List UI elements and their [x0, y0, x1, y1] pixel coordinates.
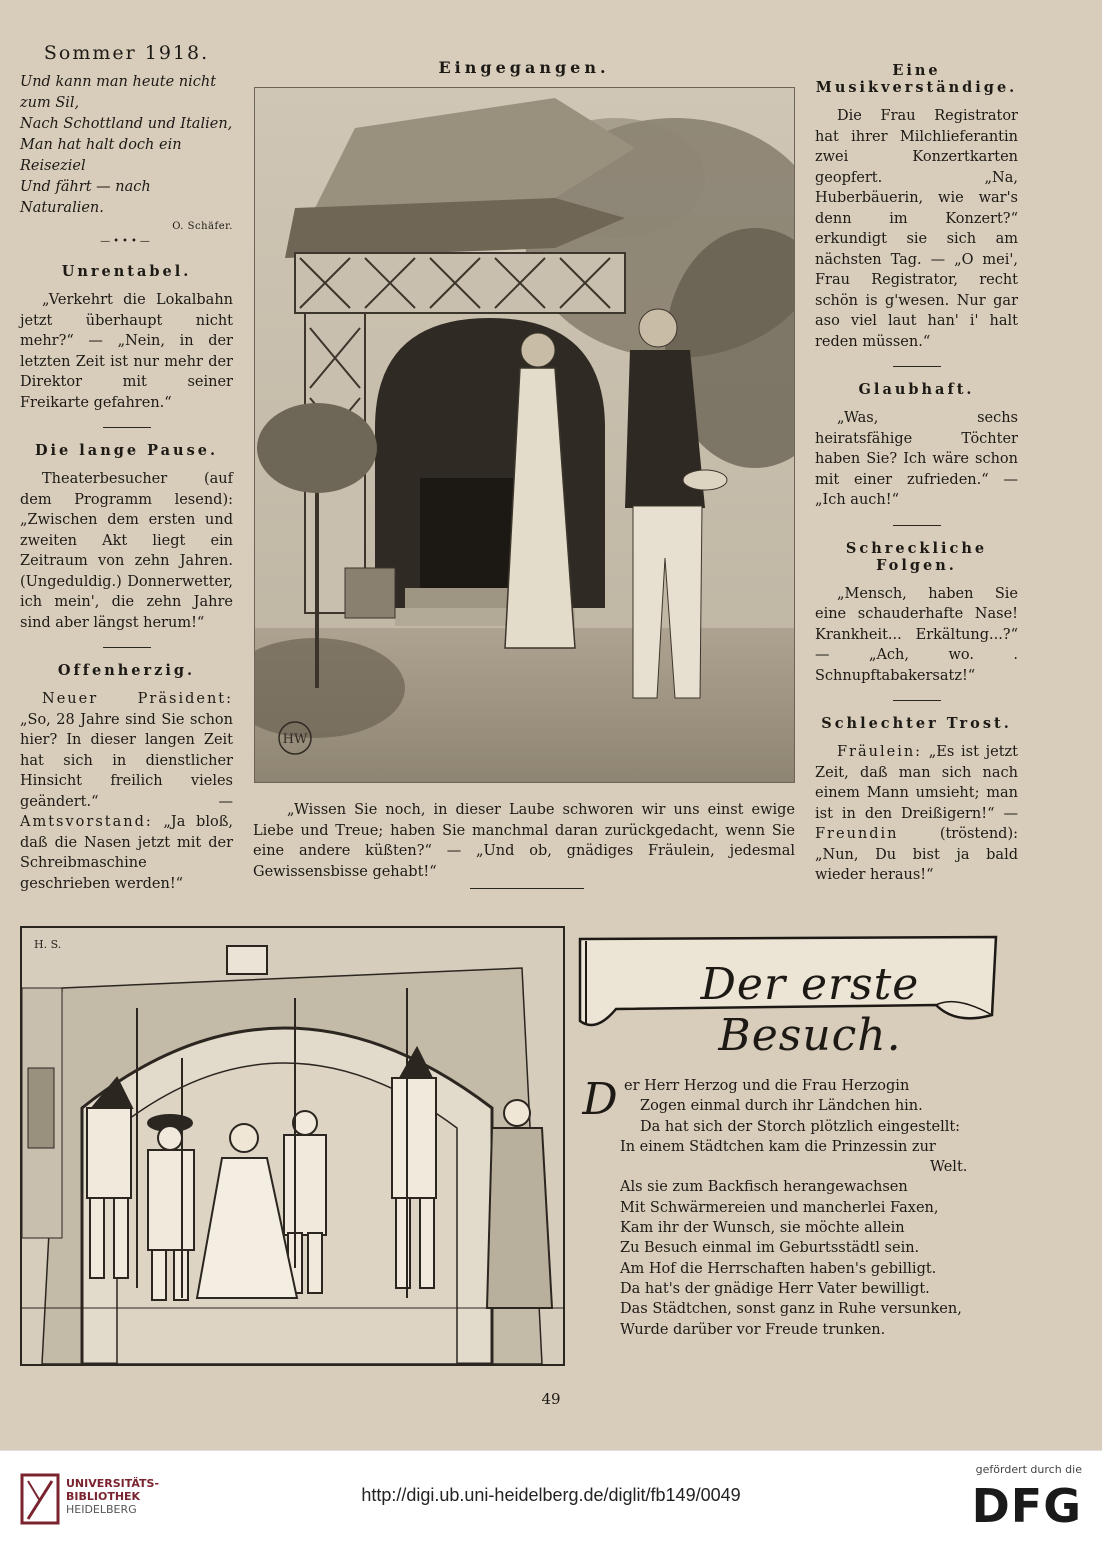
- divider: [103, 427, 151, 428]
- gate-illustration: [20, 926, 565, 1366]
- right-column: [815, 62, 1018, 886]
- speaker-label: Neuer Präsident:: [42, 691, 233, 707]
- divider: [103, 647, 151, 648]
- university-name-line: UNIVERSITÄTS-: [66, 1477, 160, 1490]
- section-text: [20, 689, 233, 894]
- poem-line: Da hat sich der Storch plötzlich eingestellt:: [640, 1118, 961, 1135]
- poem-line: Und kann man heute nicht zum Sil,: [20, 74, 217, 111]
- poem-line: Nach Schottland und Italien,: [20, 116, 233, 132]
- divider: [893, 525, 941, 526]
- illustration-caption: „Wissen Sie noch, in dieser Laube schworen wir uns einst ewige Liebe und Treue; haben Sie manchmal daran zurückgedacht, wenn Sie eine andere küßten?“ — „Und ob, gnädiges Fräulein, jedesmal Gewissensbisse gehabt!“: [253, 802, 795, 880]
- section-title: Schlechter Trost.: [821, 715, 1012, 732]
- funding-label: gefördert durch die: [975, 1463, 1082, 1476]
- speaker-label: Fräulein:: [837, 744, 923, 760]
- short-poem: [20, 72, 233, 219]
- section-title: Eingegangen.: [438, 58, 610, 77]
- arbor-illustration: [254, 87, 795, 783]
- poem-line: Da hat's der gnädige Herr Vater bewilligt.: [620, 1280, 930, 1297]
- poem-line: Das Städtchen, sonst ganz in Ruhe versunken,: [620, 1301, 962, 1318]
- speech-text: „Ja bloß, daß die Nasen jetzt mit der Schreibmaschine geschrieben werden!“: [20, 814, 233, 892]
- poem-line: Als sie zum Backfisch herangewachsen: [620, 1179, 908, 1196]
- speech-text: „So, 28 Jahre sind Sie schon hier? In dieser langen Zeit hat sich in dienstlicher Hinsicht freilich vieles geändert.“ —: [20, 711, 233, 810]
- poem-title: Sommer 1918.: [43, 42, 210, 64]
- footer-bar: [0, 1450, 1102, 1542]
- divider: [893, 366, 941, 367]
- section-text: [815, 742, 1018, 886]
- poem-title: Der erste Besuch.: [700, 959, 920, 1061]
- section-title: Eine Musikverständige.: [815, 62, 1018, 96]
- poem-line: Am Hof die Herrschaften haben's gebilligt.: [620, 1260, 937, 1277]
- section-title: Glaubhaft.: [858, 381, 975, 398]
- page-number: 49: [541, 1390, 561, 1408]
- section-text: Die Frau Registrator hat ihrer Milchlieferantin zwei Konzertkarten geopfert. „Na, Huberbäuerin, wie war's denn im Konzert?“ erkundigt sie sich am nächsten Tag. — „O mei', Frau Registrator, recht schön is g'wesen. Nur gar aso viel laut han' i' halt reden müssen.“: [815, 108, 1018, 350]
- section-text: „Was, sechs heiratsfähige Töchter haben Sie? Ich wäre schon mit einer zufrieden.“ — „Ich auch!“: [815, 410, 1018, 508]
- poem-line: Und fährt — nach Naturalien.: [20, 179, 151, 216]
- section-title: Unrentabel.: [61, 263, 192, 280]
- section-text: „Mensch, haben Sie eine schauderhafte Nase! Krankheit... Erkältung...?“ — „Ach, wo. . Schnupftabakersatz!“: [815, 585, 1018, 684]
- artist-monogram: HW: [282, 732, 308, 747]
- poem-line: Wurde darüber vor Freude trunken.: [620, 1321, 886, 1338]
- artist-mark: H. S.: [34, 938, 62, 951]
- poem-line: Kam ihr der Wunsch, sie möchte allein: [620, 1220, 905, 1237]
- poem-line: Man hat halt doch ein Reiseziel: [20, 137, 182, 174]
- speech-text: „Es ist jetzt Zeit, daß man sich nach einem Mann umsieht; man ist in den Dreißigern!“ —: [815, 744, 1018, 822]
- section-text: Theaterbesucher (auf dem Programm lesend): „Zwischen dem ersten und zweiten Akt liegt ein Zeitraum von zehn Jahren. (Ungeduldig.) Donnerwetter, ich mein', die zehn Jahre sind aber längst herum!“: [20, 471, 233, 631]
- university-name-line: BIBLIOTHEK: [66, 1490, 141, 1503]
- section-title: Schreckliche Folgen.: [845, 539, 988, 574]
- middle-column: [252, 58, 796, 77]
- university-name-line: HEIDELBERG: [66, 1503, 137, 1516]
- arbor-scene: [255, 88, 795, 783]
- poem-line: er Herr Herzog und die Frau Herzogin: [624, 1078, 910, 1094]
- poem-body: [600, 1076, 1000, 1340]
- dfg-logo[interactable]: DFG: [971, 1479, 1082, 1533]
- drop-cap: D: [582, 1074, 618, 1125]
- gate-scene: [22, 928, 563, 1364]
- divider: [470, 888, 584, 889]
- poem-line: Zogen einmal durch ihr Ländchen hin.: [640, 1098, 923, 1115]
- poem-line: Welt.: [930, 1159, 968, 1176]
- poem-author: O. Schäfer.: [172, 221, 233, 232]
- poem-line: Mit Schwärmereien und mancherlei Faxen,: [620, 1199, 939, 1216]
- poem-line: Zu Besuch einmal im Geburtsstädtl sein.: [620, 1240, 920, 1257]
- divider: [893, 700, 941, 701]
- ornament: —•••—: [100, 236, 153, 247]
- section-text: „Verkehrt die Lokalbahn jetzt überhaupt nicht mehr?“ — „Nein, in der letzten Zeit ist nur mehr der Direktor mit seiner Freikarte gefahren.“: [20, 292, 233, 411]
- speaker-label: Freundin: [815, 826, 899, 842]
- title-banner: [576, 935, 1006, 1061]
- source-url-link[interactable]: http://digi.ub.uni-heidelberg.de/diglit/fb149/0049: [361, 1485, 741, 1505]
- poem-line: In einem Städtchen kam die Prinzessin zur: [620, 1138, 936, 1155]
- section-title: Offenherzig.: [57, 662, 196, 679]
- speech-text: (tröstend): „Nun, Du bist ja bald wieder heraus!“: [815, 826, 1018, 883]
- speaker-label: Amtsvorstand:: [20, 814, 153, 830]
- left-column: [20, 42, 233, 894]
- section-title: Die lange Pause.: [34, 442, 219, 459]
